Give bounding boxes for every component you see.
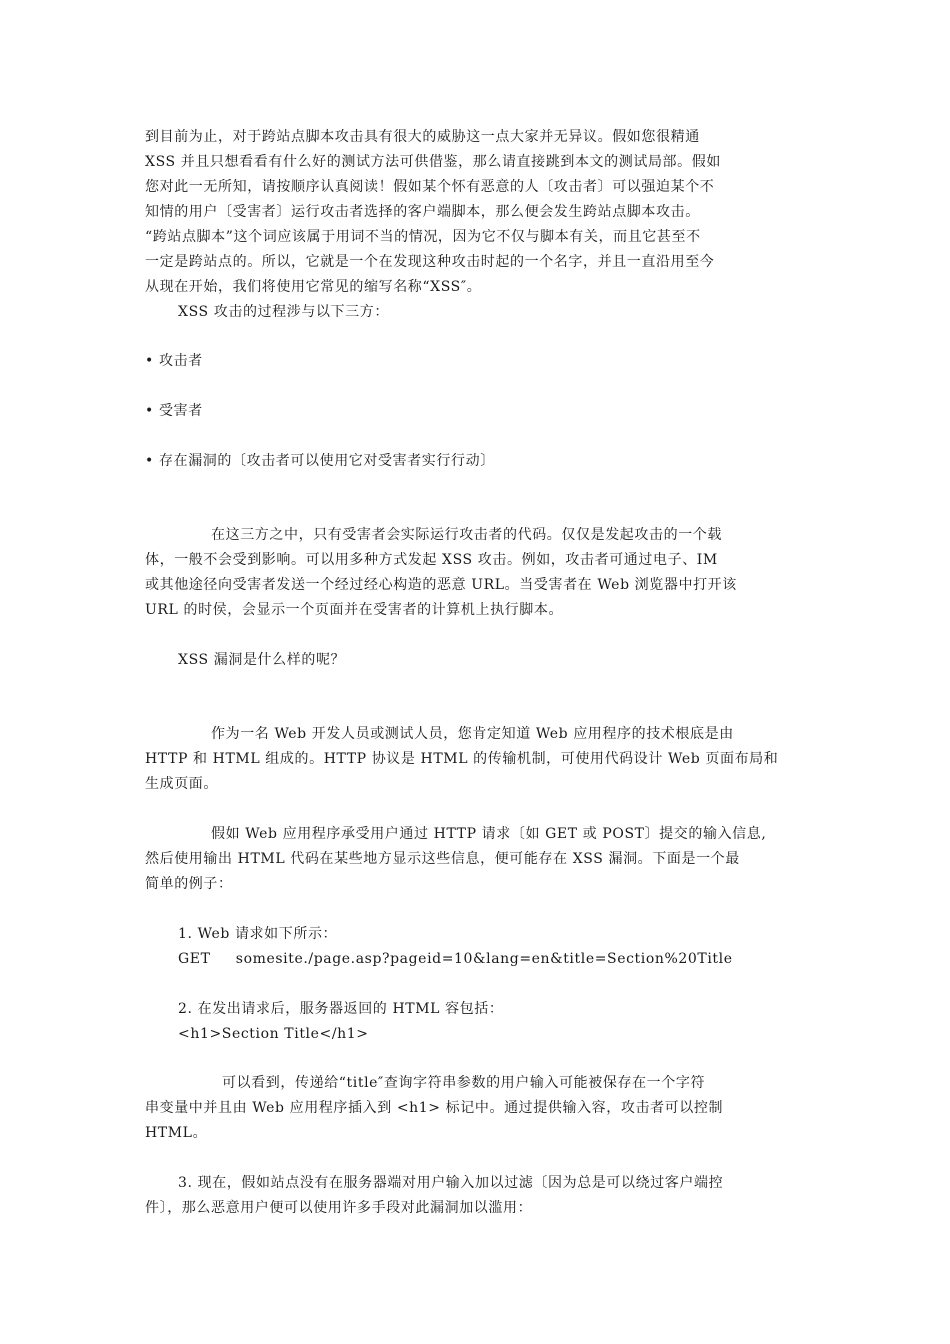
paragraph-line: 3. 现在，假如站点没有在服务器端对用户输入加以过滤〔因为总是可以绕过客户端控 — [178, 1175, 724, 1191]
section-heading: XSS 漏洞是什么样的呢？ — [178, 652, 346, 668]
intro-line: 从现在开始，我们将使用它常见的缩写名称“XSS″。 — [145, 279, 482, 295]
paragraph-line: HTTP 和 HTML 组成的。HTTP 协议是 HTML 的传输机制，可使用代码设计 Web 页面布局和 — [145, 751, 779, 767]
intro-line: 到目前为止，对于跨站点脚本攻击具有很大的威胁这一点大家并无异议。假如您很精通 — [145, 129, 700, 145]
paragraph-line: 生成页面。 — [145, 776, 218, 792]
paragraph-line: 简单的例子： — [145, 876, 233, 892]
paragraph-line: 串变量中并且由 Web 应用程序插入到 <h1> 标记中。通过提供输入容，攻击者可以控制 — [145, 1100, 724, 1116]
step-label: 1. Web 请求如下所示： — [178, 926, 338, 942]
intro-line: 知情的用户〔受害者〕运行攻击者选择的客户端脚本，那么便会发生跨站点脚本攻击。 — [145, 204, 700, 220]
code-line: GET somesite./page.asp?pageid=10&lang=en&title=Section%20Title — [178, 951, 733, 967]
paragraph-line: 可以看到，传递给“title″查询字符串参数的用户输入可能被保存在一个字符 — [222, 1075, 706, 1091]
paragraph-line: 假如 Web 应用程序承受用户通过 HTTP 请求〔如 GET 或 POST〕提交的输入信息, — [211, 826, 767, 842]
paragraph-line: 体，一般不会受到影响。可以用多种方式发起 XSS 攻击。例如，攻击者可通过电子、IM — [145, 552, 718, 568]
bullet-icon: • — [145, 403, 154, 419]
list-item-text: 受害者 — [159, 403, 203, 419]
intro-line: XSS 并且只想看看有什么好的测试方法可供借鉴，那么请直接跳到本文的测试局部。假如 — [145, 154, 721, 170]
paragraph-line: URL 的时侯，会显示一个页面并在受害者的计算机上执行脚本。 — [145, 602, 564, 618]
paragraph-line: 作为一名 Web 开发人员或测试人员，您肯定知道 Web 应用程序的技术根底是由 — [211, 726, 734, 742]
paragraph-line: 然后使用输出 HTML 代码在某些地方显示这些信息，便可能存在 XSS 漏洞。下面是一个最 — [145, 851, 740, 867]
code-line: <h1>Section Title</h1> — [178, 1026, 369, 1042]
list-item — [145, 352, 203, 370]
paragraph-line: HTML。 — [145, 1125, 208, 1141]
list-item — [145, 402, 203, 420]
paragraph-line: 或其他途径向受害者发送一个经过经心构造的恶意 URL。当受害者在 Web 浏览器中打开该 — [145, 577, 737, 593]
intro-line: “跨站点脚本”这个词应该属于用词不当的情况，因为它不仅与脚本有关，而且它甚至不 — [145, 229, 701, 245]
intro-line: 一定是跨站点的。所以，它就是一个在发现这种攻击时起的一个名字，并且一直沿用至今 — [145, 254, 715, 270]
step-label: 2. 在发出请求后，服务器返回的 HTML 容包括： — [178, 1001, 504, 1017]
bullet-icon: • — [145, 453, 154, 469]
parties-lead: XSS 攻击的过程涉与以下三方： — [178, 304, 389, 320]
list-item-text: 存在漏洞的〔攻击者可以使用它对受害者实行行动〕 — [159, 453, 495, 469]
paragraph-line: 在这三方之中，只有受害者会实际运行攻击者的代码。仅仅是发起攻击的一个载 — [211, 527, 722, 543]
bullet-icon: • — [145, 353, 154, 369]
list-item — [145, 452, 495, 470]
intro-line: 您对此一无所知，请按顺序认真阅读！假如某个怀有恶意的人〔攻击者〕可以强迫某个不 — [145, 179, 715, 195]
list-item-text: 攻击者 — [159, 353, 203, 369]
paragraph-line: 件〕，那么恶意用户便可以使用许多手段对此漏洞加以滥用： — [145, 1200, 533, 1216]
